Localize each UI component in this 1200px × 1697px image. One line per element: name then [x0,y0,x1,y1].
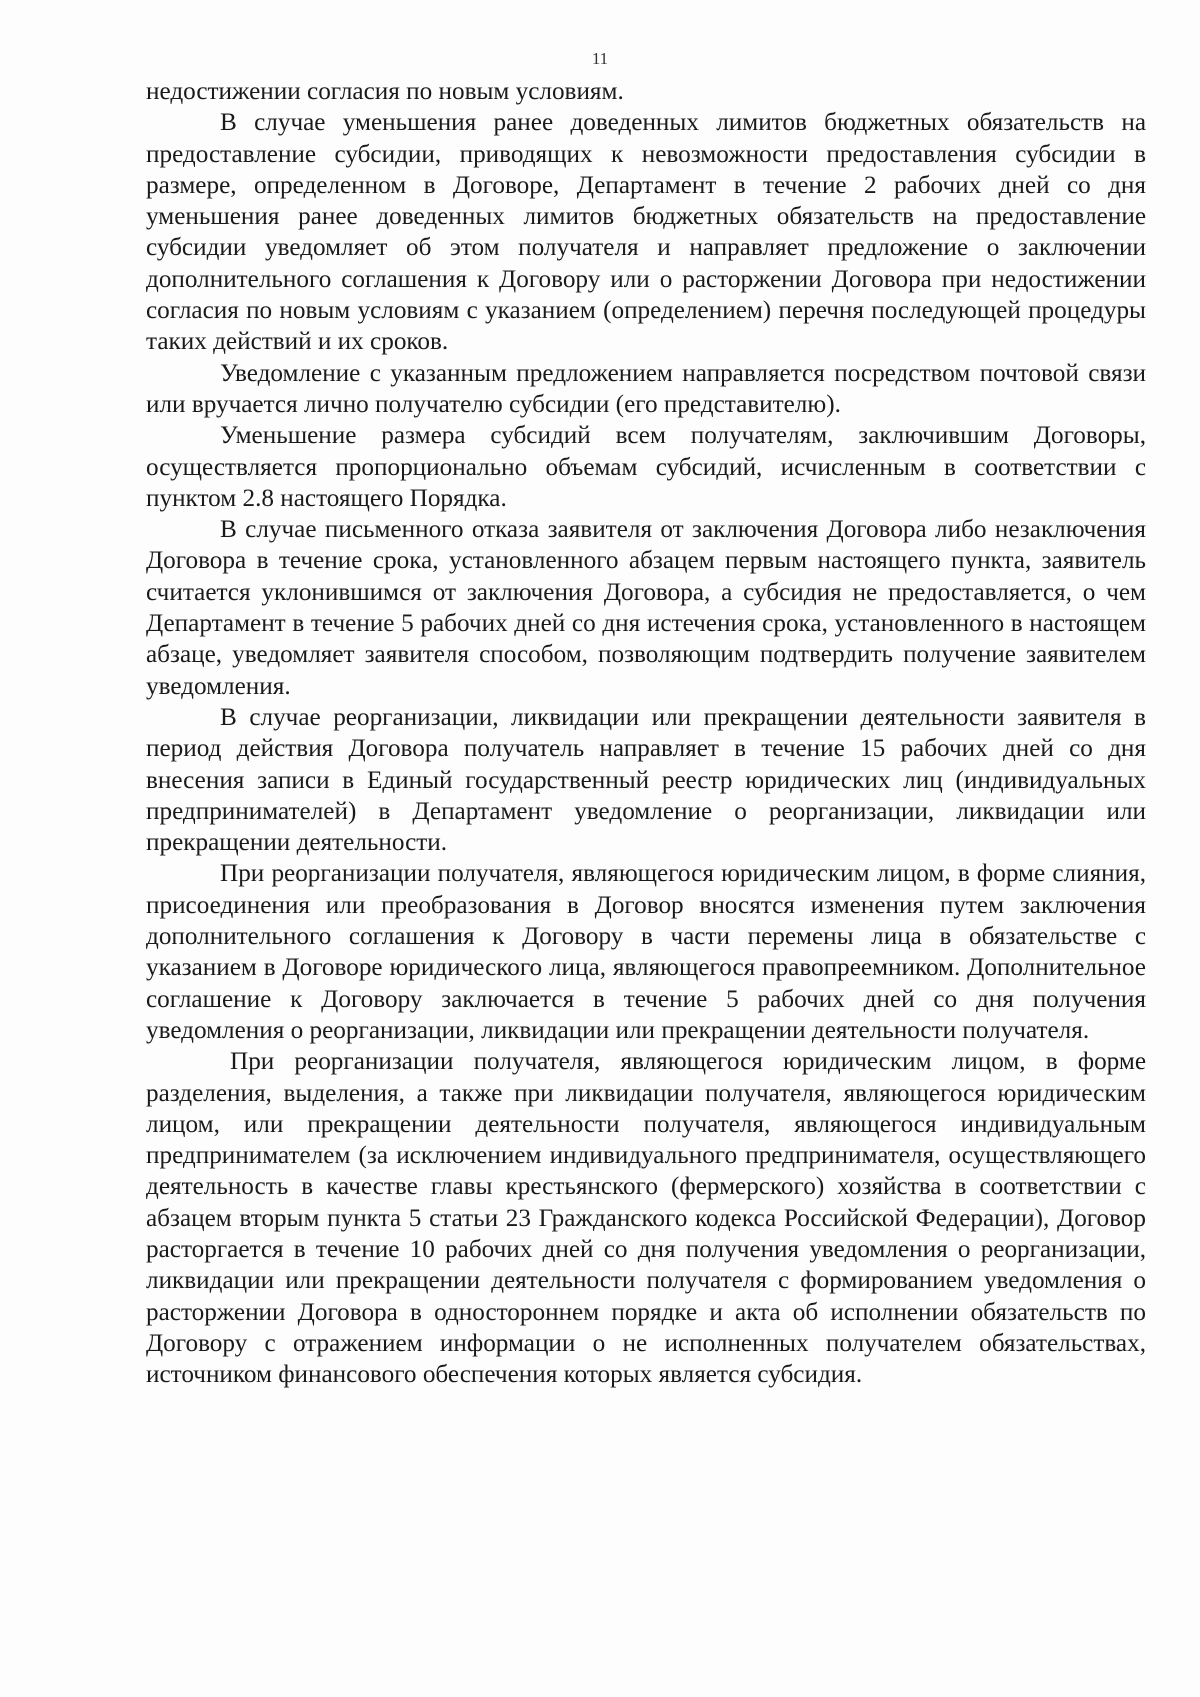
paragraph-refusal: В случае письменного отказа заявителя от заключения Договора либо незаключения Договора в течение срока, установленного абзацем первым настоящего пункта, заявитель считается уклонившимся от заключения Договора, а субсидия не предоставляется, о чем Департамент в течение 5 рабочих дней со дня истечения срока, установленного в настоящем абзаце, уведомляет заявителя способом, позволяющим подтвердить получение заявителем уведомления. [146,516,1146,700]
paragraph-budget-limits: В случае уменьшения ранее доведенных лимитов бюджетных обязательств на предоставление субсидии, приводящих к невозможности предоставления субсидии в размере, определенном в Договоре, Департамент в течение 2 рабочих дней со дня уменьшения ранее доведенных лимитов бюджетных обязательств на предоставление субсидии уведомляет об этом получателя и направляет предложение о заключении дополнительного соглашения к Договору или о расторжении Договора при недостижении согласия по новым условиям с указанием (определением) перечня последующей процедуры таких действий и их сроков. [146,109,1146,356]
document-body [146,76,1146,1390]
page-number: 11 [591,49,609,68]
paragraph-merger: При реорганизации получателя, являющегося юридическим лицом, в форме слияния, присоединения или преобразования в Договор вносятся изменения путем заключения дополнительного соглашения к Договору в части перемены лица в обязательстве с указанием в Договоре юридического лица, являющегося правопреемником. Дополнительное соглашение к Договору заключается в течение 5 рабочих дней со дня получения уведомления о реорганизации, ликвидации или прекращении деятельности получателя. [146,860,1146,1044]
paragraph-termination: При реорганизации получателя, являющегося юридическим лицом, в форме разделения, выделения, а также при ликвидации получателя, являющегося юридическим лицом, или прекращении деятельности получателя, являющегося индивидуальным предпринимателем (за исключением индивидуального предпринимателя, осуществляющего деятельность в качестве главы крестьянского (фермерского) хозяйства в соответствии с абзацем вторым пункта 5 статьи 23 Гражданского кодекса Российской Федерации), Договор расторгается в течение 10 рабочих дней со дня получения уведомления о реорганизации, ликвидации или прекращении деятельности получателя с формированием уведомления о расторжении Договора в одностороннем порядке и акта об исполнении обязательств по Договору с отражением информации о не исполненных получателем обязательствах, источником финансового обеспечения которых является субсидия. [146,1048,1146,1389]
paragraph-notification-delivery: Уведомление с указанным предложением направляется посредством почтовой связи или вручается лично получателю субсидии (его представителю). [146,359,1146,418]
paragraph-continuation: недостижении согласия по новым условиям. [146,78,624,105]
paragraph-proportional-reduction: Уменьшение размера субсидий всем получателям, заключившим Договоры, осуществляется пропорционально объемам субсидий, исчисленным в соответствии с пунктом 2.8 настоящего Порядка. [146,422,1146,512]
paragraph-reorganization-notice: В случае реорганизации, ликвидации или прекращении деятельности заявителя в период действия Договора получатель направляет в течение 15 рабочих дней со дня внесения записи в Единый государственный реестр юридических лиц (индивидуальных предпринимателей) в Департамент уведомление о реорганизации, ликвидации или прекращении деятельности. [146,703,1146,857]
